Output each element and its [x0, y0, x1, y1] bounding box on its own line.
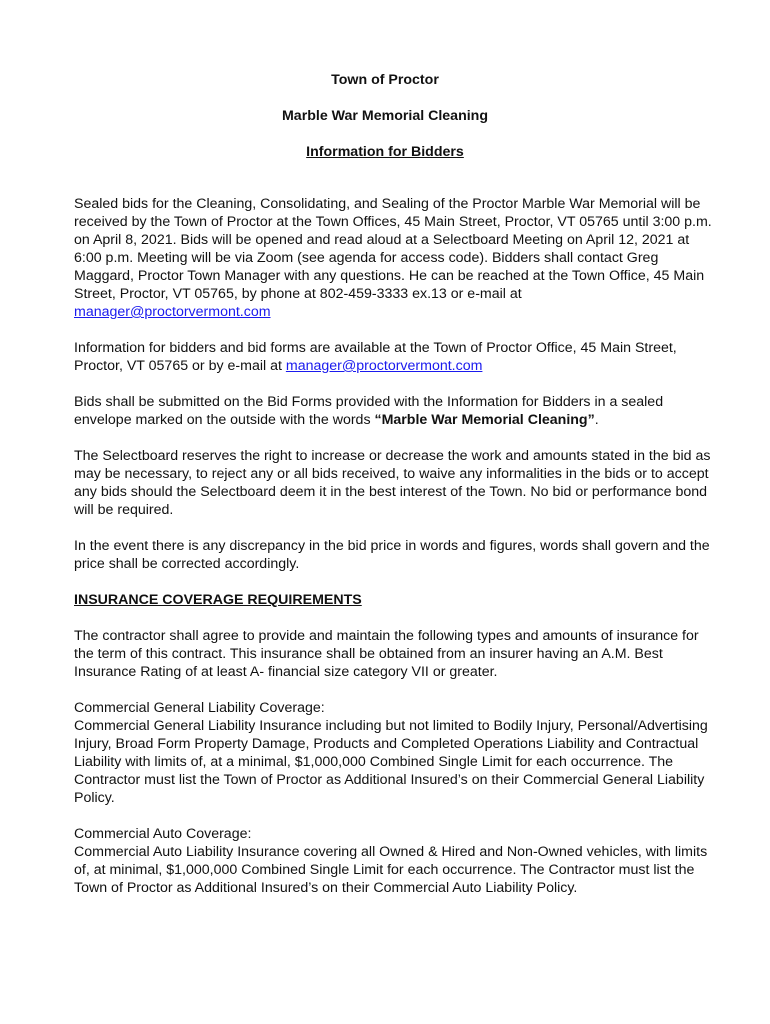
- section-title: Commercial Auto Coverage:: [74, 826, 252, 842]
- envelope-label: “Marble War Memorial Cleaning”: [374, 412, 595, 428]
- section-title: Commercial General Liability Coverage:: [74, 700, 325, 716]
- paragraph-auto-coverage: [74, 825, 714, 897]
- paragraph-selectboard-rights: The Selectboard reserves the right to increase or decrease the work and amounts stated in the bid as may be necessary, to reject any or all bids received, to waive any informalities in the bids or to accept any bids should the Selectboard deem it in the best interest of the Town. No bid or performance bond will be required.: [74, 448, 711, 518]
- paragraph-submission: [74, 393, 714, 429]
- document-body: [74, 195, 714, 915]
- paragraph-text: Sealed bids for the Cleaning, Consolidating, and Sealing of the Proctor Marble War Memorial will be received by the Town of Proctor at the Town Offices, 45 Main Street, Proctor, VT 05765 until 3:00 p.m. on April 8, 2021. Bids will be opened and read aloud at a Selectboard Meeting on April 12, 2021 at 6:00 p.m. Meeting will be via Zoom (see agenda for access code). Bidders shall contact Greg Maggard, Proctor Town Manager with any questions. He can be reached at the Town Office, 45 Main Street, Proctor, VT 05765, by phone at 802-459-3333 ex.13 or e-mail at: [74, 196, 712, 302]
- paragraph-text: Bids shall be submitted on the Bid Forms provided with the Information for Bidders in a sealed envelope marked on the outside with the words: [74, 394, 664, 428]
- section-text: Commercial Auto Liability Insurance covering all Owned & Hired and Non-Owned vehicles, with limits of, at minimal, $1,000,000 Combined Single Limit for each occurrence. The Contractor must list the Town of Proctor as Additional Insured’s on their Commercial Auto Liability Policy.: [74, 844, 708, 896]
- paragraph-text: Information for bidders and bid forms are available at the Town of Proctor Office, 45 Main Street, Proctor, VT 05765 or by e-mail at: [74, 340, 677, 374]
- paragraph-discrepancy: In the event there is any discrepancy in the bid price in words and figures, words shall govern and the price shall be corrected accordingly.: [74, 538, 710, 572]
- document-title-section: Information for Bidders: [306, 144, 464, 160]
- paragraph-general-liability: [74, 699, 714, 807]
- insurance-heading: INSURANCE COVERAGE REQUIREMENTS: [74, 592, 362, 608]
- section-text: Commercial General Liability Insurance including but not limited to Bodily Injury, Personal/Advertising Injury, Broad Form Property Damage, Products and Completed Operations Liability and Contractual Liability with limits of, at a minimal, $1,000,000 Combined Single Limit for each occurrence. The Contractor must list the Town of Proctor as Additional Insured’s on their Commercial General Liability Policy.: [74, 718, 708, 806]
- paragraph-bid-forms: [74, 339, 714, 375]
- paragraph-insurance-intro: The contractor shall agree to provide and maintain the following types and amounts of insurance for the term of this contract. This insurance shall be obtained from an insurer having an A.M. Best Insurance Rating of at least A- financial size category VII or greater.: [74, 628, 699, 680]
- paragraph-sealed-bids: [74, 195, 714, 321]
- email-link[interactable]: manager@proctorvermont.com: [285, 358, 483, 374]
- paragraph-end: .: [594, 412, 599, 428]
- document-title-town: Town of Proctor: [331, 72, 439, 88]
- email-link[interactable]: manager@proctorvermont.com: [74, 304, 271, 320]
- document-title-project: Marble War Memorial Cleaning: [281, 108, 489, 124]
